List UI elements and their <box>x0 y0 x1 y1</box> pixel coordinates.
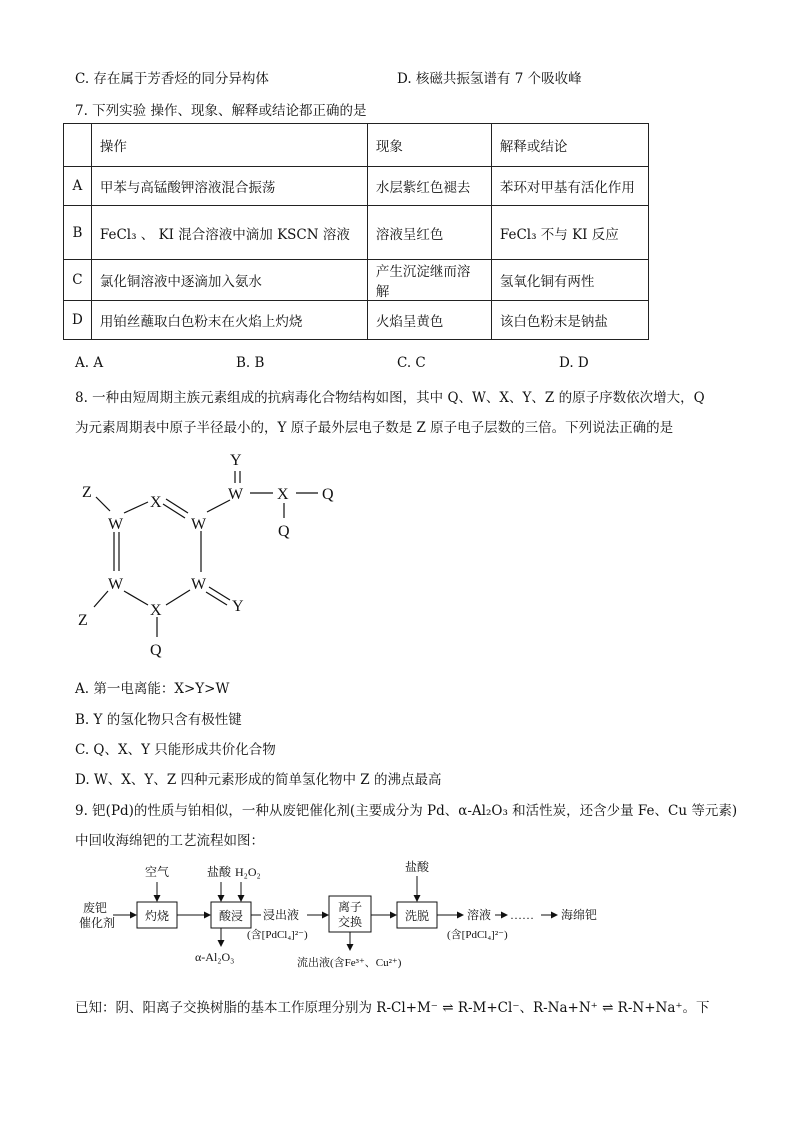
q9-known-text: 已知：阴、阳离子交换树脂的基本工作原理分别为 R-Cl+M⁻ ⇌ R-M+Cl⁻、R-Na+N⁺ ⇌ R-N+Na⁺。下 <box>75 1000 710 1016</box>
row-label: C <box>64 260 92 301</box>
atom-z-top: Z <box>82 484 92 501</box>
header-cell-phenomenon: 现象 <box>367 124 491 167</box>
row-label: D <box>64 301 92 340</box>
table-header-row <box>64 124 649 167</box>
q7-option-d: D. D <box>559 355 589 371</box>
flow-input-hcl: 盐酸 <box>405 860 430 874</box>
cell-conclusion: FeCl₃ 不与 KI 反应 <box>491 206 648 260</box>
flow-start-label: 废钯 <box>83 901 108 915</box>
flow-box-ion: 交换 <box>338 915 363 929</box>
row-label: B <box>64 206 92 260</box>
atom-x: X <box>277 486 289 503</box>
flow-dots: …… <box>510 908 534 922</box>
q7-option-b: B. B <box>236 355 265 371</box>
q7-stem: 7. 下列实验 操作、现象、解释或结论都正确的是 <box>75 103 367 119</box>
atom-q: Q <box>322 486 334 503</box>
flow-effluent-label: 流出液(含Fe³⁺、Cu²⁺) <box>297 957 402 969</box>
q6-option-c: C. 存在属于芳香烃的同分异构体 <box>75 71 269 87</box>
atom-w: W <box>191 516 207 533</box>
cell-conclusion: 该白色粉末是钠盐 <box>491 301 648 340</box>
cell-phenomenon: 火焰呈黄色 <box>367 301 491 340</box>
atom-q: Q <box>150 642 162 659</box>
flow-leach-label: 浸出液 <box>263 908 300 922</box>
header-cell <box>64 124 92 167</box>
flow-input-air: 空气 <box>145 865 170 879</box>
cell-operation: FeCl₃ 、 KI 混合溶液中滴加 KSCN 溶液 <box>91 206 367 260</box>
q9-stem-line1: 9. 钯(Pd)的性质与铂相似，一种从废钯催化剂(主要成分为 Pd、α-Al₂O₃ 和活性炭，还含少量 Fe、Cu 等元素) <box>75 803 738 819</box>
header-cell-conclusion: 解释或结论 <box>491 124 648 167</box>
flow-box-roast: 灼烧 <box>145 909 170 923</box>
q9-process-flowchart <box>75 858 655 973</box>
flow-solution-label: 溶液 <box>467 908 492 922</box>
q9-stem-line2: 中回收海绵钯的工艺流程如图： <box>75 833 264 849</box>
atom-x: X <box>150 494 162 511</box>
q7-option-a: A. A <box>75 355 104 371</box>
q8-structure-diagram <box>60 445 360 665</box>
atom-q: Q <box>278 523 290 540</box>
flow-end-label: 海绵钯 <box>561 908 598 922</box>
cell-operation: 氯化铜溶液中逐滴加入氨水 <box>91 260 367 301</box>
flow-input-h2o2: H₂O₂ <box>235 865 261 879</box>
atom-y: Y <box>232 598 244 615</box>
q8-option-b: B. Y 的氢化物只含有极性键 <box>75 712 242 728</box>
header-cell-operation: 操作 <box>91 124 367 167</box>
q7-table <box>63 123 649 340</box>
q7-option-c: C. C <box>397 355 426 371</box>
atom-x: X <box>150 602 162 619</box>
atom-w: W <box>228 486 244 503</box>
cell-conclusion: 苯环对甲基有活化作用 <box>491 167 648 206</box>
row-label: A <box>64 167 92 206</box>
table-row <box>64 260 649 301</box>
q8-stem-line2: 为元素周期表中原子半径最小的，Y 原子最外层电子数是 Z 原子电子层数的三倍。下列说法正确的是 <box>75 420 674 436</box>
flow-leach-label: (含[PdCl₄]²⁻) <box>247 929 308 941</box>
atom-z-bottom: Z <box>78 612 88 629</box>
atom-w: W <box>191 576 207 593</box>
q8-option-c: C. Q、X、Y 只能形成共价化合物 <box>75 742 276 758</box>
table-row <box>64 206 649 260</box>
table-row <box>64 301 649 340</box>
cell-conclusion: 氢氧化铜有两性 <box>491 260 648 301</box>
atom-w: W <box>108 516 124 533</box>
table-row <box>64 167 649 206</box>
flow-output-al2o3: α-Al₂O₃ <box>195 950 235 964</box>
cell-phenomenon: 水层紫红色褪去 <box>367 167 491 206</box>
atom-y: Y <box>230 452 242 469</box>
flow-start-label: 催化剂 <box>79 916 116 930</box>
cell-operation: 甲苯与高锰酸钾溶液混合振荡 <box>91 167 367 206</box>
q8-stem-line1: 8. 一种由短周期主族元素组成的抗病毒化合物结构如图，其中 Q、W、X、Y、Z 的原子序数依次增大，Q <box>75 390 705 406</box>
flow-box-elute: 洗脱 <box>405 909 430 923</box>
flow-input-hcl: 盐酸 <box>207 865 232 879</box>
cell-phenomenon: 溶液呈红色 <box>367 206 491 260</box>
atom-w: W <box>108 576 124 593</box>
flow-box-ion: 离子 <box>338 900 363 914</box>
q6-option-d: D. 核磁共振氢谱有 7 个吸收峰 <box>397 71 582 87</box>
flow-box-acid: 酸浸 <box>219 909 244 923</box>
flow-solution-label: (含[PdCl₄]²⁻) <box>447 929 508 941</box>
cell-phenomenon: 产生沉淀继而溶解 <box>367 260 491 301</box>
q8-option-d: D. W、X、Y、Z 四种元素形成的简单氢化物中 Z 的沸点最高 <box>75 772 442 788</box>
cell-operation: 用铂丝蘸取白色粉末在火焰上灼烧 <box>91 301 367 340</box>
q8-option-a: A. 第一电离能：X>Y>W <box>75 681 230 697</box>
